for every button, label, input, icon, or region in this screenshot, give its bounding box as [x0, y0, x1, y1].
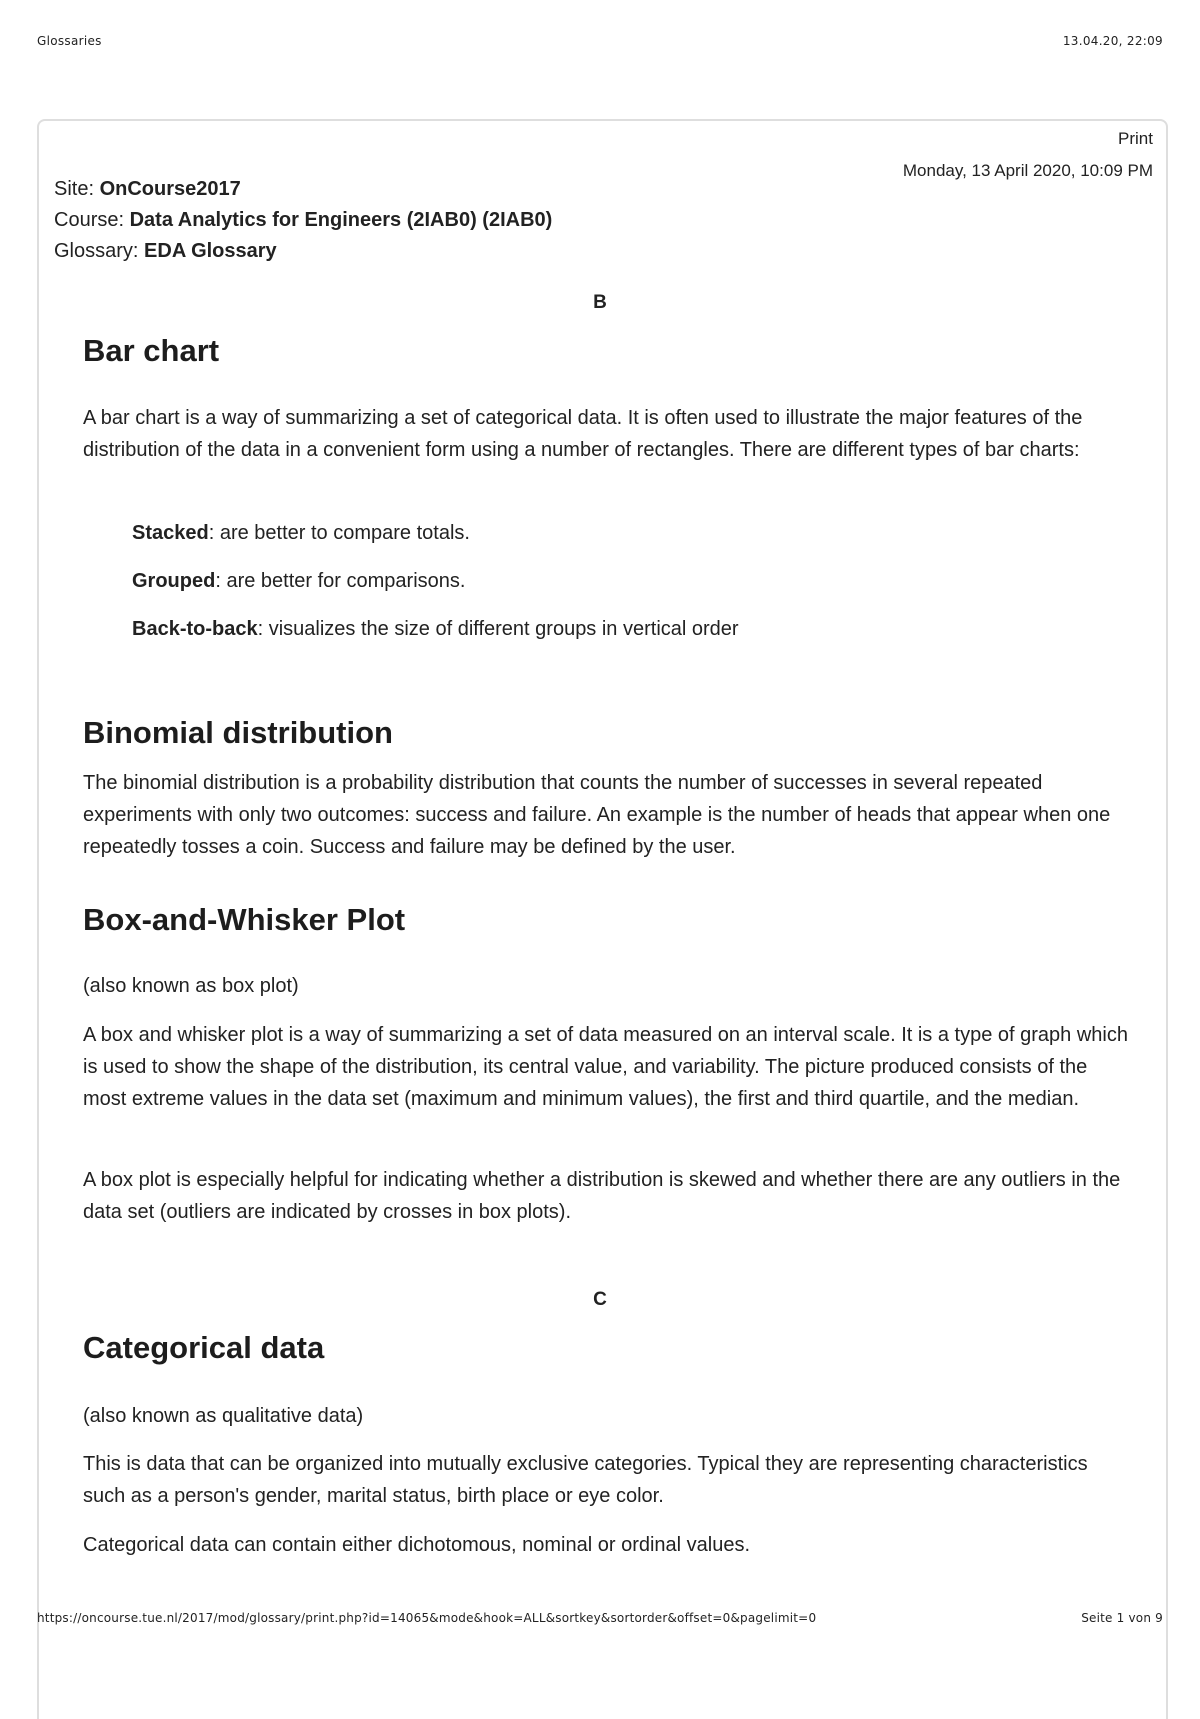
bar-type-term: Grouped — [132, 570, 216, 592]
entry-title-categorical: Categorical data — [83, 1330, 325, 1365]
browser-print-header — [37, 34, 1163, 54]
letter-heading-b: B — [593, 292, 607, 313]
entry-title-bar-chart: Bar chart — [83, 333, 220, 368]
bar-type-grouped — [132, 565, 465, 597]
print-datetime: 13.04.20, 22:09 — [1062, 34, 1163, 48]
entry-body-binomial: The binomial distribution is a probability distribution that counts the number of successes in several repeated experiments with only two outcomes: success and failure. An example is the number of heads that appear when one repeatedly tosses a coin. Success and failure may be defined by the user. — [83, 772, 1111, 858]
bar-type-back-to-back — [132, 613, 739, 645]
entry-body-categorical-2: Categorical data can contain either dichotomous, nominal or ordinal values. — [83, 1534, 751, 1556]
page-url: https://oncourse.tue.nl/2017/mod/glossary/print.php?id=14065&mode&hook=ALL&sortkey&sortorder&offset=0&pagelimit=0 — [37, 1611, 817, 1625]
site-value: OnCourse2017 — [99, 178, 241, 200]
entry-body-bar-chart: A bar chart is a way of summarizing a set of categorical data. It is often used to illustrate the major features of the distribution of the data in a convenient form using a number of rectangles. There are different types of bar charts: — [83, 407, 1083, 461]
letter-heading-c: C — [593, 1289, 607, 1310]
document-title: Glossaries — [37, 34, 102, 48]
entry-aka-box-plot: (also known as box plot) — [83, 975, 299, 997]
course-line — [54, 209, 552, 232]
entry-body-box-plot-1: A box and whisker plot is a way of summarizing a set of data measured on an interval scale. It is a type of graph which is used to show the shape of the distribution, its central value, and variability. The picture produced consists of the most extreme values in the data set (maximum and minimum values), the first and third quartile, and the median. — [83, 1024, 1128, 1110]
entry-title-binomial: Binomial distribution — [83, 715, 393, 750]
bar-type-term: Stacked — [132, 522, 209, 544]
glossary-value: EDA Glossary — [144, 240, 277, 262]
glossary-line — [54, 240, 277, 263]
course-value: Data Analytics for Engineers (2IAB0) (2IAB0) — [129, 209, 553, 231]
bar-type-desc: : visualizes the size of different groups in vertical order — [257, 618, 739, 640]
print-date: Monday, 13 April 2020, 10:09 PM — [902, 161, 1153, 180]
glossary-label: Glossary: — [54, 240, 139, 262]
page-number: Seite 1 von 9 — [1081, 1611, 1163, 1625]
entry-body-box-plot-2: A box plot is especially helpful for indicating whether a distribution is skewed and whether there are any outliers in the data set (outliers are indicated by crosses in box plots). — [83, 1169, 1121, 1223]
course-label: Course: — [54, 209, 125, 231]
bar-type-desc: : are better for comparisons. — [215, 570, 466, 592]
site-line — [54, 178, 241, 201]
print-link[interactable]: Print — [1118, 129, 1153, 148]
entry-body-categorical-1: This is data that can be organized into mutually exclusive categories. Typical they are representing characteristics such as a person's gender, marital status, birth place or eye color. — [83, 1453, 1088, 1507]
site-label: Site: — [54, 178, 95, 200]
entry-title-box-plot: Box-and-Whisker Plot — [83, 902, 406, 937]
entry-aka-categorical: (also known as qualitative data) — [83, 1405, 364, 1427]
bar-type-desc: : are better to compare totals. — [208, 522, 470, 544]
bar-type-stacked — [132, 517, 470, 549]
bar-type-term: Back-to-back — [132, 618, 258, 640]
browser-print-footer — [37, 1611, 1163, 1631]
